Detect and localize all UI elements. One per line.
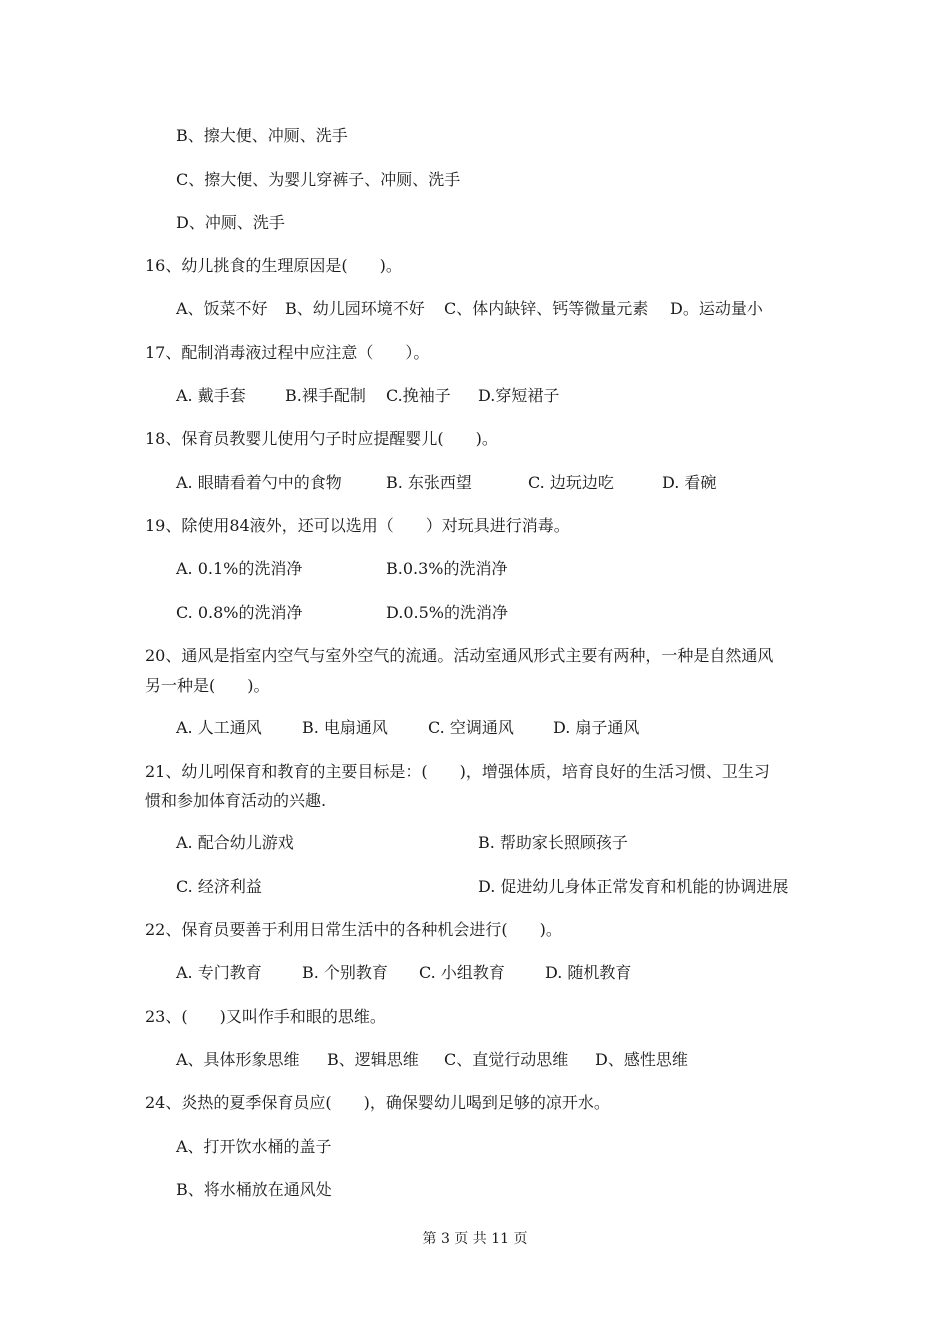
q23-option-c: C、直觉行动思维	[444, 1050, 569, 1069]
question-20-stem-line2: 另一种是( )。	[145, 676, 270, 695]
q19-option-a: A. 0.1%的洗消净	[176, 559, 303, 578]
question-19-stem: 19、除使用84液外，还可以选用（ ）对玩具进行消毒。	[145, 516, 570, 535]
q20-option-c: C. 空调通风	[428, 718, 514, 737]
q18-option-c: C. 边玩边吃	[528, 473, 614, 492]
q17-option-b: B.裸手配制	[285, 386, 366, 405]
q24-option-a: A、打开饮水桶的盖子	[176, 1137, 332, 1156]
question-21-stem-line2: 惯和参加体育活动的兴趣.	[145, 791, 327, 810]
question-24-stem: 24、炎热的夏季保育员应( )，确保婴幼儿喝到足够的凉开水。	[145, 1093, 610, 1112]
q21-option-d: D. 促进幼儿身体正常发育和机能的协调进展	[478, 877, 789, 896]
q18-option-b: B. 东张西望	[386, 473, 472, 492]
q16-option-c: C、体内缺锌、钙等微量元素	[444, 299, 649, 318]
q17-option-d: D.穿短裙子	[478, 386, 560, 405]
q24-option-b: B、将水桶放在通风处	[176, 1180, 332, 1199]
question-22-stem: 22、保育员要善于利用日常生活中的各种机会进行( )。	[145, 920, 562, 939]
option-line: D、冲厕、洗手	[176, 213, 285, 232]
option-line: C、擦大便、为婴儿穿裤子、冲厕、洗手	[176, 170, 461, 189]
question-20-stem-line1: 20、通风是指室内空气与室外空气的流通。活动室通风形式主要有两种，一种是自然通风	[145, 646, 774, 665]
q22-option-a: A. 专门教育	[176, 963, 262, 982]
q17-option-a: A. 戴手套	[176, 386, 246, 405]
q16-option-d: D。运动量小	[670, 299, 763, 318]
q18-option-d: D. 看碗	[662, 473, 717, 492]
question-17-stem: 17、配制消毒液过程中应注意（ ）。	[145, 343, 430, 362]
q21-option-b: B. 帮助家长照顾孩子	[478, 833, 628, 852]
q21-option-a: A. 配合幼儿游戏	[176, 833, 294, 852]
q23-option-a: A、具体形象思维	[176, 1050, 300, 1069]
question-18-stem: 18、保育员教婴儿使用勺子时应提醒婴儿( )。	[145, 429, 498, 448]
question-21-stem-line1: 21、幼儿吲保育和教育的主要目标是：( )，增强体质，培育良好的生活习惯、卫生习	[145, 762, 770, 781]
q18-option-a: A. 眼睛看着勺中的食物	[176, 473, 342, 492]
q17-option-c: C.挽袖子	[386, 386, 451, 405]
question-16-stem: 16、幼儿挑食的生理原因是( )。	[145, 256, 402, 275]
q21-option-c: C. 经济利益	[176, 877, 262, 896]
q19-option-d: D.0.5%的洗消净	[386, 603, 508, 622]
q19-option-c: C. 0.8%的洗消净	[176, 603, 303, 622]
q23-option-d: D、感性思维	[595, 1050, 688, 1069]
q16-option-a: A、饭菜不好	[176, 299, 268, 318]
question-23-stem: 23、( )又叫作手和眼的思维。	[145, 1007, 386, 1026]
q20-option-b: B. 电扇通风	[302, 718, 388, 737]
q20-option-a: A. 人工通风	[176, 718, 262, 737]
q20-option-d: D. 扇子通风	[553, 718, 640, 737]
q19-option-b: B.0.3%的洗消净	[386, 559, 508, 578]
q22-option-d: D. 随机教育	[545, 963, 632, 982]
option-line: B、擦大便、冲厕、洗手	[176, 126, 348, 145]
q22-option-c: C. 小组教育	[419, 963, 505, 982]
q16-option-b: B、幼儿园环境不好	[285, 299, 425, 318]
page-number-footer: 第 3 页 共 11 页	[422, 1231, 528, 1247]
q23-option-b: B、逻辑思维	[327, 1050, 419, 1069]
q22-option-b: B. 个别教育	[302, 963, 388, 982]
